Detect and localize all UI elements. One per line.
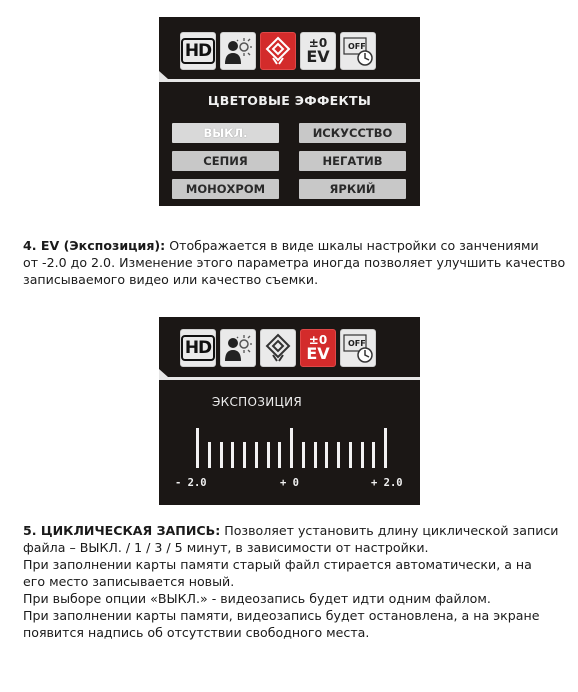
brightness-person-icon[interactable]	[220, 32, 256, 70]
off-text: OFF	[348, 339, 366, 348]
scale-minor-tick	[302, 442, 305, 468]
loop-line-2: файла – ВЫКЛ. / 1 / 3 / 5 минут, в зависимости от настройки.	[23, 540, 429, 555]
color-effects-icon[interactable]	[260, 32, 296, 70]
ev-plus-minus: ±0	[308, 36, 328, 50]
option-monochrome-label: МОНОХРОМ	[185, 182, 266, 196]
option-art-label: ИСКУССТВО	[312, 126, 393, 140]
ev-label: EV	[306, 344, 330, 363]
exposure-ev-icon[interactable]	[300, 32, 336, 70]
ev-plus-minus: ±0	[308, 333, 328, 347]
loop-line-6: При заполнении карты памяти, видеозапись будет остановлена, а на экране	[23, 608, 540, 623]
ev-line-1: Отображается в виде шкалы настройки со занчениями	[165, 238, 539, 253]
hd-icon[interactable]	[180, 32, 216, 70]
scale-tick	[314, 442, 317, 468]
option-sepia[interactable]	[172, 151, 279, 171]
scale-tick	[243, 442, 246, 468]
ev-glyph	[306, 37, 329, 65]
scale-mid-label: + 0	[280, 477, 299, 489]
scale-minor-tick	[278, 442, 281, 468]
scale-tick	[290, 428, 293, 468]
scale-minor-tick	[372, 442, 375, 468]
option-off[interactable]	[172, 123, 279, 143]
option-art[interactable]	[299, 123, 406, 143]
scale-tick	[337, 442, 340, 468]
ev-line-3: записываемого видео или качество съемки.	[23, 272, 319, 287]
scale-minor-tick	[231, 442, 234, 468]
auto-off-timer-icon[interactable]	[340, 32, 376, 70]
option-vivid-label: ЯРКИЙ	[329, 182, 376, 196]
loop-line-3: При заполнении карты памяти старый файл стирается автоматически, а на	[23, 557, 532, 572]
scale-min-label: - 2.0	[175, 477, 207, 489]
option-sepia-label: СЕПИЯ	[203, 154, 248, 168]
loop-heading: 5. ЦИКЛИЧЕСКАЯ ЗАПИСЬ:	[23, 523, 221, 538]
brightness-person-glyph	[223, 36, 253, 66]
exposure-screen	[159, 317, 420, 505]
scale-minor-tick	[255, 442, 258, 468]
scale-tick	[220, 442, 223, 468]
loop-line-4: его место записывается новый.	[23, 574, 235, 589]
scale-tick	[196, 428, 199, 468]
off-text: OFF	[348, 42, 366, 51]
menu-title: ЦВЕТОВЫЕ ЭФФЕКТЫ	[207, 93, 372, 108]
loop-line-1: Позволяет установить длину циклической записи	[220, 523, 559, 538]
hd-label: HD	[181, 38, 215, 64]
scale-tick	[267, 442, 270, 468]
scale-max-label: + 2.0	[371, 477, 403, 489]
ev-label: EV	[306, 47, 330, 66]
scale-tick	[361, 442, 364, 468]
auto-off-timer-glyph	[342, 35, 374, 67]
option-vivid[interactable]	[299, 179, 406, 199]
loop-line-5: При выборе опции «ВЫКЛ.» - видеозапись будет идти одним файлом.	[23, 591, 491, 606]
option-off-label: ВЫКЛ.	[203, 126, 248, 140]
option-negative-label: НЕГАТИВ	[322, 154, 383, 168]
menu-icon-bar	[180, 32, 376, 72]
ev-line-2: от -2.0 до 2.0. Изменение этого параметра иногда позволяет улучшить качество	[23, 255, 566, 270]
scale-tick	[384, 428, 387, 468]
loop-recording-description	[23, 522, 568, 641]
ev-description	[23, 237, 568, 288]
loop-line-7: появится надпись об отсутствии свободного места.	[23, 625, 370, 640]
ev-heading: 4. EV (Экспозиция):	[23, 238, 166, 253]
scale-minor-tick	[325, 442, 328, 468]
scale-minor-tick	[349, 442, 352, 468]
hd-label: HD	[181, 335, 215, 361]
option-negative[interactable]	[299, 151, 406, 171]
menu-divider	[159, 79, 420, 82]
color-effects-glyph	[263, 36, 293, 66]
scale-minor-tick	[208, 442, 211, 468]
color-effects-screen	[159, 17, 420, 206]
option-monochrome[interactable]	[172, 179, 279, 199]
exposure-title: ЭКСПОЗИЦИЯ	[212, 395, 303, 409]
